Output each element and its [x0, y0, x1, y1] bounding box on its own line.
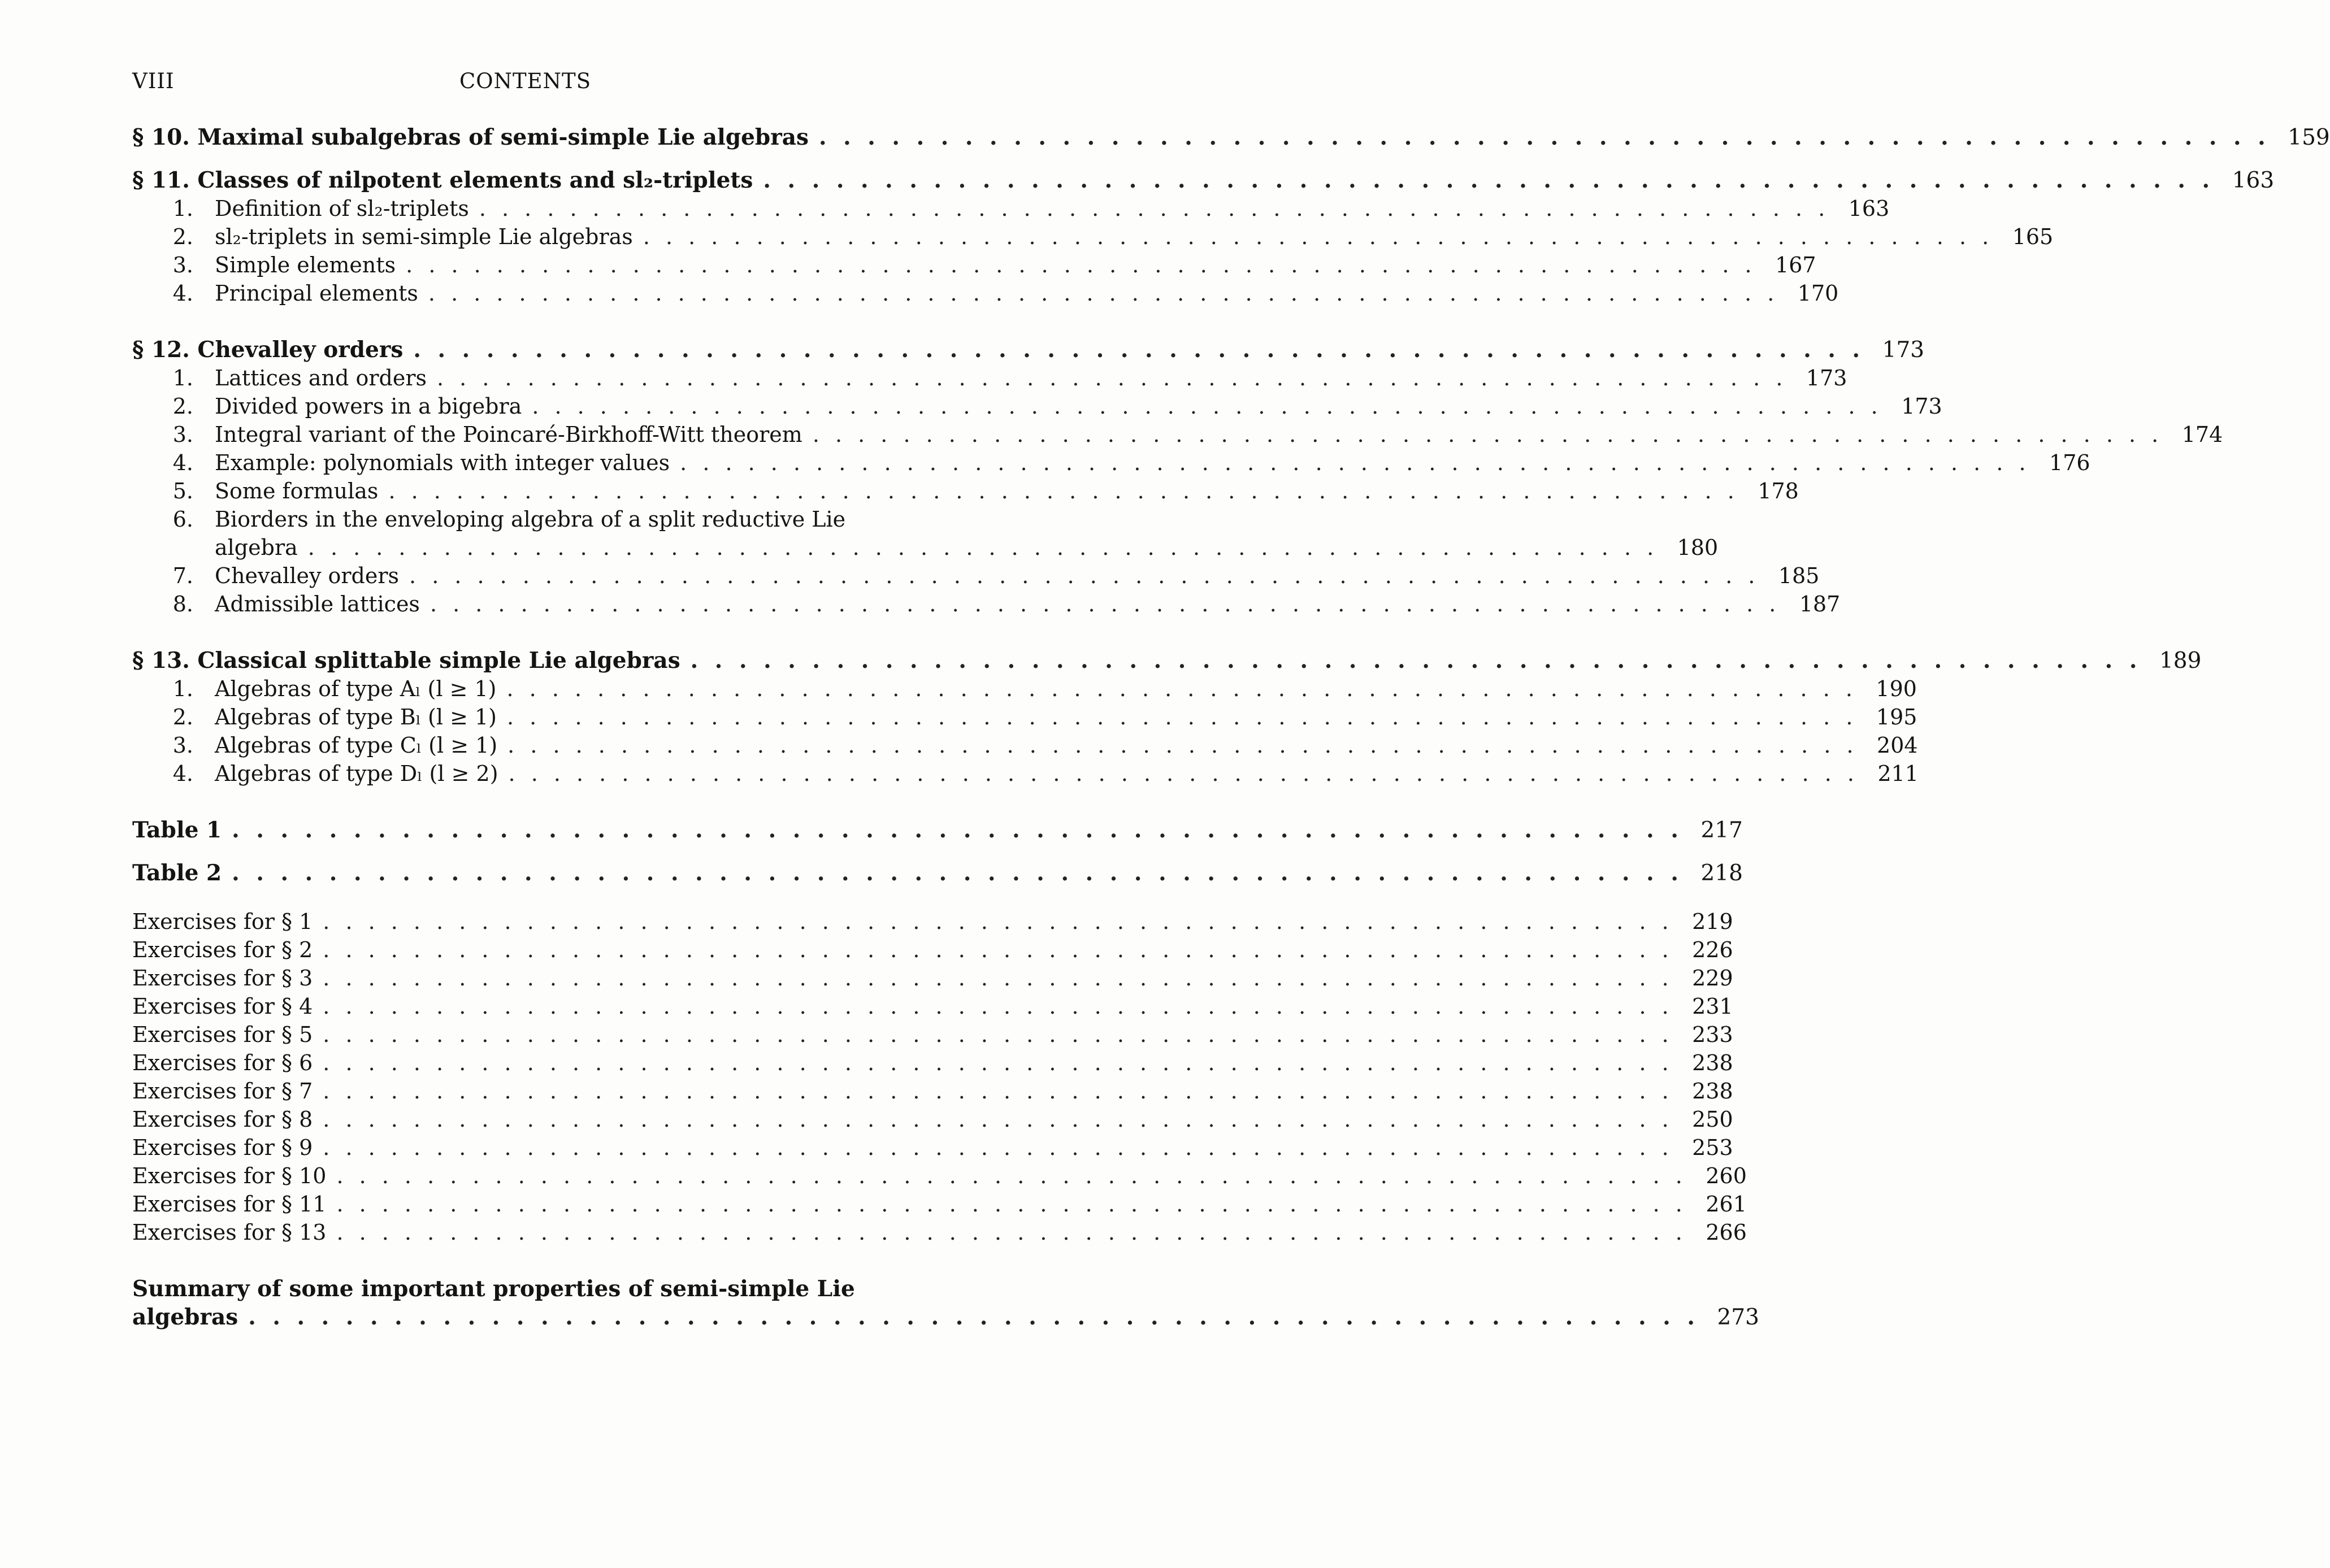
leader-dots: . . . . . . . . . . . . . . . . . . . . . . . . . . . . . . . . . . . . . . . . . . . . . . . . . . . . . . . . . . . .: [232, 860, 1683, 886]
leader-dots: . . . . . . . . . . . . . . . . . . . . . . . . . . . . . . . . . . . . . . . . . . . . . . . . . . . . . . . . . . . .: [323, 1135, 1673, 1160]
toc-page: 178: [1758, 479, 1799, 503]
toc-exercises[interactable]: [132, 1105, 1733, 1133]
toc-label: Algebras of type Aₗ (l ≥ 1): [215, 676, 497, 701]
toc-label: Algebras of type Cₗ (l ≥ 1): [215, 733, 498, 758]
toc-page: 159: [2288, 125, 2330, 150]
toc-page: 173: [1901, 394, 1942, 419]
toc-label: Exercises for § 4: [132, 994, 313, 1019]
toc-page: 217: [1700, 818, 1743, 843]
toc-page: 163: [2232, 168, 2275, 193]
toc-page: 174: [2181, 422, 2223, 447]
toc-label: Biorders in the enveloping algebra of a split reductive Lie: [215, 507, 846, 532]
toc-page: 218: [1700, 861, 1743, 886]
toc-section-11[interactable]: [132, 166, 2275, 194]
toc-page: 253: [1692, 1135, 1733, 1160]
toc-item-number: 1.: [172, 366, 193, 390]
toc-page: 163: [1848, 196, 1890, 221]
toc-item[interactable]: [132, 449, 2090, 477]
toc-item-number: 5.: [172, 479, 193, 503]
toc-label: Exercises for § 7: [132, 1079, 313, 1104]
toc-item[interactable]: [132, 392, 1942, 420]
toc-label: § 10. Maximal subalgebras of semi-simple Lie algebras: [132, 124, 809, 150]
toc-item[interactable]: [132, 279, 1839, 307]
toc-label: Exercises for § 9: [132, 1135, 313, 1160]
toc-page: 238: [1692, 1050, 1733, 1075]
toc-item[interactable]: [132, 703, 1917, 731]
leader-dots: . . . . . . . . . . . . . . . . . . . . . . . . . . . . . . . . . . . . . . . . . . . . . . . . . . . . . . . . . . . .: [506, 676, 1857, 701]
toc-page: 173: [1806, 366, 1847, 390]
toc-label: Exercises for § 13: [132, 1220, 327, 1245]
toc-page: 190: [1876, 676, 1917, 701]
toc-label: Simple elements: [215, 253, 396, 277]
toc-exercises[interactable]: [132, 1190, 1747, 1218]
toc-item-number: 4.: [172, 281, 193, 306]
toc-page: 260: [1706, 1163, 1747, 1188]
page-number: VIII: [132, 69, 175, 93]
table-of-contents: [132, 123, 2330, 1331]
toc-summary-line1[interactable]: Summary of some important properties of semi-simple Lie: [132, 1276, 855, 1302]
toc-page: 231: [1692, 994, 1733, 1019]
toc-exercises[interactable]: [132, 1020, 1733, 1049]
leader-dots: . . . . . . . . . . . . . . . . . . . . . . . . . . . . . . . . . . . . . . . . . . . . . . . . . . . . . . . . . . . .: [812, 422, 2163, 447]
leader-dots: . . . . . . . . . . . . . . . . . . . . . . . . . . . . . . . . . . . . . . . . . . . . . . . . . . . . . . . . . . . .: [690, 648, 2142, 674]
leader-dots: . . . . . . . . . . . . . . . . . . . . . . . . . . . . . . . . . . . . . . . . . . . . . . . . . . . . . . . . . . . .: [323, 1050, 1673, 1075]
toc-page: 261: [1706, 1192, 1747, 1217]
leader-dots: . . . . . . . . . . . . . . . . . . . . . . . . . . . . . . . . . . . . . . . . . . . . . . . . . . . . . . . . . . . .: [232, 817, 1683, 843]
toc-page: 250: [1692, 1107, 1733, 1132]
toc-label: Divided powers in a bigebra: [215, 394, 522, 419]
toc-page: 195: [1876, 705, 1917, 729]
leader-dots: . . . . . . . . . . . . . . . . . . . . . . . . . . . . . . . . . . . . . . . . . . . . . . . . . . . . . . . . . . . .: [323, 909, 1673, 934]
toc-exercises[interactable]: [132, 936, 1733, 964]
toc-page: 226: [1692, 937, 1733, 962]
toc-item[interactable]: [132, 364, 1847, 392]
toc-page: 165: [2012, 224, 2054, 249]
leader-dots: . . . . . . . . . . . . . . . . . . . . . . . . . . . . . . . . . . . . . . . . . . . . . . . . . . . . . . . . . . . .: [323, 937, 1673, 962]
toc-page: 180: [1677, 535, 1719, 560]
toc-summary[interactable]: [132, 1303, 1759, 1331]
toc-page: 189: [2159, 648, 2202, 674]
toc-page: 211: [1877, 761, 1919, 786]
toc-label: Exercises for § 5: [132, 1022, 313, 1047]
toc-exercises[interactable]: [132, 1077, 1733, 1105]
toc-label: Algebras of type Bₗ (l ≥ 1): [215, 705, 497, 729]
leader-dots: . . . . . . . . . . . . . . . . . . . . . . . . . . . . . . . . . . . . . . . . . . . . . . . . . . . . . . . . . . . .: [307, 535, 1659, 560]
leader-dots: . . . . . . . . . . . . . . . . . . . . . . . . . . . . . . . . . . . . . . . . . . . . . . . . . . . . . . . . . . . .: [507, 705, 1858, 729]
leader-dots: . . . . . . . . . . . . . . . . . . . . . . . . . . . . . . . . . . . . . . . . . . . . . . . . . . . . . . . . . . . .: [336, 1163, 1687, 1188]
toc-page: 187: [1799, 592, 1841, 616]
toc-page: 170: [1797, 281, 1839, 306]
toc-item[interactable]: [132, 420, 2223, 449]
toc-item-wrapped-line[interactable]: [132, 505, 918, 533]
toc-label: Example: polynomials with integer values: [215, 450, 670, 475]
toc-label: Exercises for § 11: [132, 1192, 327, 1217]
toc-label: Exercises for § 1: [132, 909, 313, 934]
toc-label: algebras: [132, 1304, 238, 1330]
toc-page: 233: [1692, 1022, 1733, 1047]
leader-dots: . . . . . . . . . . . . . . . . . . . . . . . . . . . . . . . . . . . . . . . . . . . . . . . . . . . . . . . . . . . .: [428, 281, 1779, 306]
toc-page: 219: [1692, 909, 1733, 934]
toc-label: Admissible lattices: [215, 592, 420, 616]
toc-label: Some formulas: [215, 479, 379, 503]
toc-page: 167: [1775, 253, 1816, 277]
toc-item[interactable]: [132, 731, 1918, 759]
toc-label: Exercises for § 10: [132, 1163, 327, 1188]
leader-dots: . . . . . . . . . . . . . . . . . . . . . . . . . . . . . . . . . . . . . . . . . . . . . . . . . . . . . . . . . . . .: [507, 733, 1858, 758]
toc-label: § 11. Classes of nilpotent elements and sl₂-triplets: [132, 167, 753, 193]
toc-item-number: 3.: [172, 422, 193, 447]
toc-item-number: 2.: [172, 224, 193, 249]
running-header: [132, 69, 918, 97]
toc-label: Exercises for § 8: [132, 1107, 313, 1132]
toc-page: 266: [1706, 1220, 1747, 1245]
toc-item[interactable]: [132, 675, 1917, 703]
toc-label: Exercises for § 2: [132, 937, 313, 962]
toc-exercises[interactable]: [132, 1218, 1747, 1246]
toc-item-number: 3.: [172, 253, 193, 277]
toc-page: 176: [2049, 450, 2090, 475]
toc-item-number: 1.: [172, 196, 193, 221]
toc-label: Table 1: [132, 817, 222, 843]
toc-item-number: 7.: [172, 563, 193, 588]
leader-dots: . . . . . . . . . . . . . . . . . . . . . . . . . . . . . . . . . . . . . . . . . . . . . . . . . . . . . . . . . . . .: [388, 479, 1739, 503]
toc-item-number: 8.: [172, 592, 193, 616]
leader-dots: . . . . . . . . . . . . . . . . . . . . . . . . . . . . . . . . . . . . . . . . . . . . . . . . . . . . . . . . . . . .: [323, 994, 1673, 1019]
toc-section-13[interactable]: [132, 646, 2202, 675]
leader-dots: . . . . . . . . . . . . . . . . . . . . . . . . . . . . . . . . . . . . . . . . . . . . . . . . . . . . . . . . . . . .: [818, 124, 2270, 150]
leader-dots: . . . . . . . . . . . . . . . . . . . . . . . . . . . . . . . . . . . . . . . . . . . . . . . . . . . . . . . . . . . .: [336, 1220, 1687, 1245]
leader-dots: . . . . . . . . . . . . . . . . . . . . . . . . . . . . . . . . . . . . . . . . . . . . . . . . . . . . . . . . . . . .: [763, 167, 2215, 193]
toc-label: sl₂-triplets in semi-simple Lie algebras: [215, 224, 633, 249]
toc-label: Lattices and orders: [215, 366, 427, 390]
toc-item[interactable]: [132, 477, 1799, 505]
leader-dots: . . . . . . . . . . . . . . . . . . . . . . . . . . . . . . . . . . . . . . . . . . . . . . . . . . . . . . . . . . . .: [323, 1079, 1673, 1104]
leader-dots: . . . . . . . . . . . . . . . . . . . . . . . . . . . . . . . . . . . . . . . . . . . . . . . . . . . . . . . . . . . .: [248, 1304, 1699, 1330]
leader-dots: . . . . . . . . . . . . . . . . . . . . . . . . . . . . . . . . . . . . . . . . . . . . . . . . . . . . . . . . . . . .: [323, 1022, 1673, 1047]
toc-exercises[interactable]: [132, 1133, 1733, 1162]
toc-label: Definition of sl₂-triplets: [215, 196, 469, 221]
toc-item[interactable]: [132, 251, 1816, 279]
toc-page: 204: [1877, 733, 1918, 758]
leader-dots: . . . . . . . . . . . . . . . . . . . . . . . . . . . . . . . . . . . . . . . . . . . . . . . . . . . . . . . . . . . .: [479, 196, 1830, 221]
leader-dots: . . . . . . . . . . . . . . . . . . . . . . . . . . . . . . . . . . . . . . . . . . . . . . . . . . . . . . . . . . . .: [323, 966, 1673, 991]
toc-page: 238: [1692, 1079, 1733, 1104]
leader-dots: . . . . . . . . . . . . . . . . . . . . . . . . . . . . . . . . . . . . . . . . . . . . . . . . . . . . . . . . . . . .: [643, 224, 1994, 249]
toc-item-number: 4.: [172, 450, 193, 475]
leader-dots: . . . . . . . . . . . . . . . . . . . . . . . . . . . . . . . . . . . . . . . . . . . . . . . . . . . . . . . . . . . .: [508, 761, 1859, 786]
toc-exercises[interactable]: [132, 907, 1733, 936]
toc-page: 229: [1692, 966, 1733, 991]
toc-exercises[interactable]: [132, 964, 1733, 992]
toc-item-number: 2.: [172, 705, 193, 729]
toc-label: § 13. Classical splittable simple Lie algebras: [132, 648, 680, 674]
toc-item[interactable]: [132, 223, 2054, 251]
toc-label: algebra: [215, 535, 298, 560]
toc-item-number: 1.: [172, 676, 193, 701]
toc-table-2[interactable]: [132, 859, 1743, 887]
leader-dots: . . . . . . . . . . . . . . . . . . . . . . . . . . . . . . . . . . . . . . . . . . . . . . . . . . . . . . . . . . . .: [409, 563, 1760, 588]
toc-label: § 12. Chevalley orders: [132, 337, 403, 363]
toc-page: 273: [1717, 1305, 1759, 1330]
page-title: CONTENTS: [459, 69, 592, 93]
toc-label: Integral variant of the Poincaré-Birkhoff-Witt theorem: [215, 422, 802, 447]
toc-section-10[interactable]: [132, 123, 2330, 151]
toc-item[interactable]: [132, 759, 1919, 788]
toc-exercises[interactable]: [132, 1162, 1747, 1190]
toc-item[interactable]: [132, 562, 1820, 590]
toc-label: Chevalley orders: [215, 563, 400, 588]
toc-item-number: 6.: [172, 507, 193, 532]
leader-dots: . . . . . . . . . . . . . . . . . . . . . . . . . . . . . . . . . . . . . . . . . . . . . . . . . . . . . . . . . . . .: [429, 592, 1781, 616]
toc-page: 185: [1778, 563, 1820, 588]
leader-dots: . . . . . . . . . . . . . . . . . . . . . . . . . . . . . . . . . . . . . . . . . . . . . . . . . . . . . . . . . . . .: [406, 253, 1756, 277]
toc-page: 173: [1882, 337, 1925, 363]
toc-item-number: 4.: [172, 761, 193, 786]
toc-table-1[interactable]: [132, 816, 1743, 844]
toc-item-number: 2.: [172, 394, 193, 419]
toc-item[interactable]: [132, 590, 1841, 618]
toc-item-number: 3.: [172, 733, 193, 758]
toc-label: Exercises for § 3: [132, 966, 313, 991]
leader-dots: . . . . . . . . . . . . . . . . . . . . . . . . . . . . . . . . . . . . . . . . . . . . . . . . . . . . . . . . . . . .: [336, 1192, 1687, 1217]
leader-dots: . . . . . . . . . . . . . . . . . . . . . . . . . . . . . . . . . . . . . . . . . . . . . . . . . . . . . . . . . . . .: [323, 1107, 1673, 1132]
toc-item[interactable]: [132, 194, 1890, 223]
leader-dots: . . . . . . . . . . . . . . . . . . . . . . . . . . . . . . . . . . . . . . . . . . . . . . . . . . . . . . . . . . . .: [413, 337, 1865, 363]
toc-exercises[interactable]: [132, 1049, 1733, 1077]
toc-label: Table 2: [132, 860, 222, 886]
toc-item[interactable]: [132, 533, 1719, 562]
toc-label: Algebras of type Dₗ (l ≥ 2): [215, 761, 498, 786]
leader-dots: . . . . . . . . . . . . . . . . . . . . . . . . . . . . . . . . . . . . . . . . . . . . . . . . . . . . . . . . . . . .: [532, 394, 1882, 419]
toc-exercises[interactable]: [132, 992, 1733, 1020]
leader-dots: . . . . . . . . . . . . . . . . . . . . . . . . . . . . . . . . . . . . . . . . . . . . . . . . . . . . . . . . . . . .: [437, 366, 1787, 390]
toc-label: Principal elements: [215, 281, 418, 306]
toc-label: Exercises for § 6: [132, 1050, 313, 1075]
leader-dots: . . . . . . . . . . . . . . . . . . . . . . . . . . . . . . . . . . . . . . . . . . . . . . . . . . . . . . . . . . . .: [680, 450, 2030, 475]
toc-section-12[interactable]: [132, 336, 1925, 364]
